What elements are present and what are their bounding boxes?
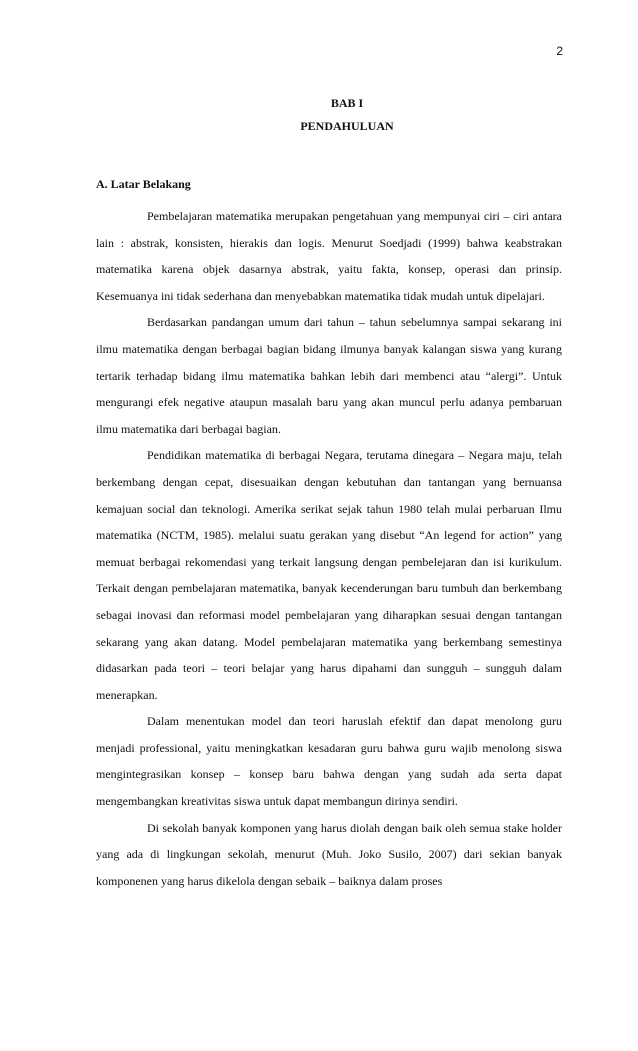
page-number: 2: [556, 44, 563, 58]
body-text: [96, 203, 562, 894]
chapter-title: PENDAHULUAN: [300, 119, 394, 133]
section-heading: A. Latar Belakang: [96, 177, 191, 191]
paragraph: Pembelajaran matematika merupakan pengetahuan yang mempunyai ciri – ciri antara lain : abstrak, konsisten, hierakis dan logis. Menurut Soedjadi (1999) bahwa keabstrakan matematika karena objek dasarnya abstrak, yaitu fakta, konsep, operasi dan prinsip. Kesemuanya ini tidak sederhana dan menyebabkan matematika tidak mudah untuk dipelajari.: [96, 209, 562, 303]
chapter-label: BAB I: [330, 96, 364, 110]
chapter-header: [0, 92, 638, 138]
paragraph: Di sekolah banyak komponen yang harus diolah dengan baik oleh semua stake holder yang ada di lingkungan sekolah, menurut (Muh. Joko Susilo, 2007) dari sekian banyak komponenen yang harus dikelola dengan sebaik – baiknya dalam proses: [96, 820, 562, 888]
paragraph: Berdasarkan pandangan umum dari tahun – tahun sebelumnya sampai sekarang ini ilmu matematika dengan berbagai bagian bidang ilmunya banyak kalangan siswa yang kurang tertarik terhadap bidang ilmu matematika bahkan lebih dari membenci atau “alergi”. Untuk mengurangi efek negative ataupun masalah baru yang akan muncul perlu adanya pembaruan ilmu matematika dari berbagai bagian.: [96, 315, 562, 436]
paragraph: Dalam menentukan model dan teori haruslah efektif dan dapat menolong guru menjadi professional, yaitu meningkatkan kesadaran guru bahwa guru wajib menolong siswa mengintegrasikan konsep – konsep baru bahwa dengan yang sudah ada serta dapat mengembangkan kreativitas siswa untuk dapat membangun dirinya sendiri.: [96, 714, 562, 809]
paragraph: Pendidikan matematika di berbagai Negara, terutama dinegara – Negara maju, telah berkembang dengan cepat, disesuaikan dengan kebutuhan dan tantangan yang bernuansa kemajuan social dan teknologi. Amerika serikat sejak tahun 1980 telah mulai perbaruan Ilmu matematika (NCTM, 1985). melalui suatu gerakan yang disebut “An legend for action” yang memuat berbagai rekomendasi yang terkait langsung dengan pembelejaran dan isi kurikulum. Terkait dengan pembelajaran matematika, banyak kecenderungan baru tumbuh dan berkembang sebagai inovasi dan reformasi model pembelajaran yang diharapkan sesuai dengan tantangan sekarang yang akan datang. Model pembelajaran matematika yang berkembang semestinya didasarkan pada teori – teori belajar yang harus dipahami dan sungguh – sungguh dalam menerapkan.: [96, 448, 562, 702]
